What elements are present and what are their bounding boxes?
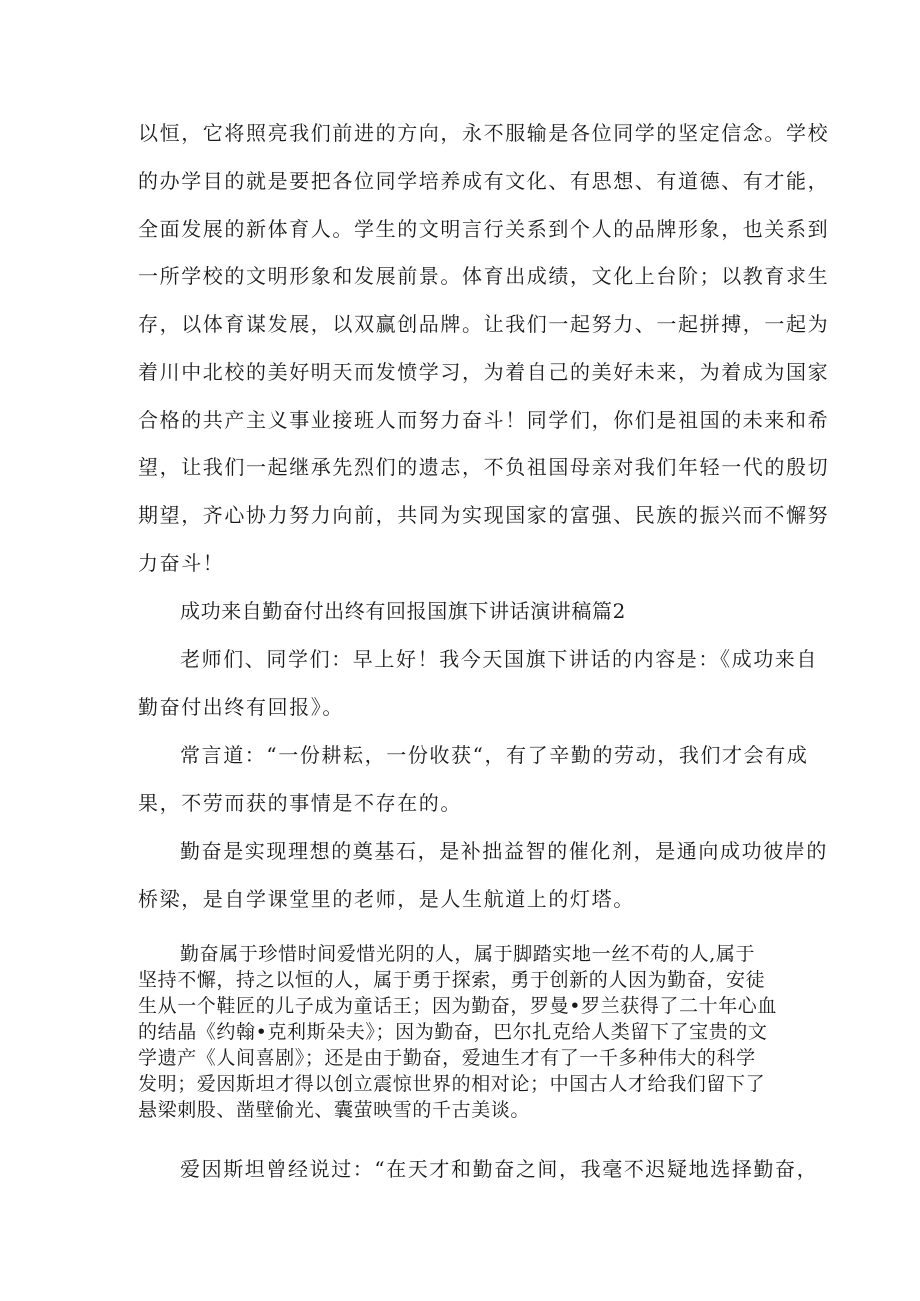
text-line: 坚持不懈，持之以恒的人，属于勇于探索，勇于创新的人因为勤奋，安徒 [138,969,766,991]
text-line: 存，以体育谋发展，以双赢创品牌。让我们一起努力、一起拼搏，一起为 [138,312,830,336]
text-line: 以恒，它将照亮我们前进的方向，永不服输是各位同学的坚定信念。学校 [138,121,830,145]
text-line: 全面发展的新体育人。学生的文明言行关系到个人的品牌形象，也关系到 [138,217,830,241]
text-line: 桥梁，是自学课堂里的老师，是人生航道上的灯塔。 [138,887,635,911]
section-heading: 成功来自勤奋付出终有回报国旗下讲话演讲稿篇2 [180,599,626,623]
text-line: 果，不劳而获的事情是不存在的。 [138,791,462,815]
text-line: 的办学目的就是要把各位同学培养成有文化、有思想、有道德、有才能， [138,169,830,193]
text-line: 学遗产《人间喜剧》；还是由于勤奋，爱迪生才有了一千多种伟大的科学 [138,1047,756,1069]
text-line: 力奋斗！ [138,551,225,575]
text-line: 合格的共产主义事业接班人而努力奋斗！同学们，你们是祖国的未来和希 [138,408,830,432]
text-line: 望，让我们一起继承先烈们的遗志，不负祖国母亲对我们年轻一代的殷切 [138,455,830,479]
text-line: 着川中北校的美好明天而发愤学习，为着自己的美好未来，为着成为国家 [138,360,830,384]
text-line: 发明；爱因斯坦才得以创立震惊世界的相对论；中国古人才给我们留下了 [138,1073,766,1095]
text-line: 的结晶《约翰•克利斯朵夫》；因为勤奋，巴尔扎克给人类留下了宝贵的文 [138,1021,768,1043]
text-line: 爱因斯坦曾经说过：“在天才和勤奋之间，我毫不迟疑地选择勤奋， [180,1157,819,1181]
text-line: 悬梁刺股、凿壁偷光、囊萤映雪的千古美谈。 [138,1099,531,1121]
text-line: 生从一个鞋匠的儿子成为童话王；因为勤奋，罗曼•罗兰获得了二十年心血 [138,995,778,1017]
text-line: 勤奋是实现理想的奠基石，是补拙益智的催化剂，是通向成功彼岸的 [180,839,828,863]
text-line: 老师们、同学们：早上好！我今天国旗下讲话的内容是：《成功来自 [180,647,818,671]
text-line: 常言道：“一份耕耘，一份收获“，有了辛勤的劳动，我们才会有成 [180,743,809,767]
text-line: 期望，齐心协力努力向前，共同为实现国家的富强、民族的振兴而不懈努 [138,503,830,527]
text-line: 一所学校的文明形象和发展前景。体育出成绩，文化上台阶；以教育求生 [138,264,830,288]
text-line: 勤奋属于珍惜时间爱惜光阴的人，属于脚踏实地一丝不苟的人,属于 [180,943,756,965]
text-line: 勤奋付出终有回报》。 [138,695,344,719]
